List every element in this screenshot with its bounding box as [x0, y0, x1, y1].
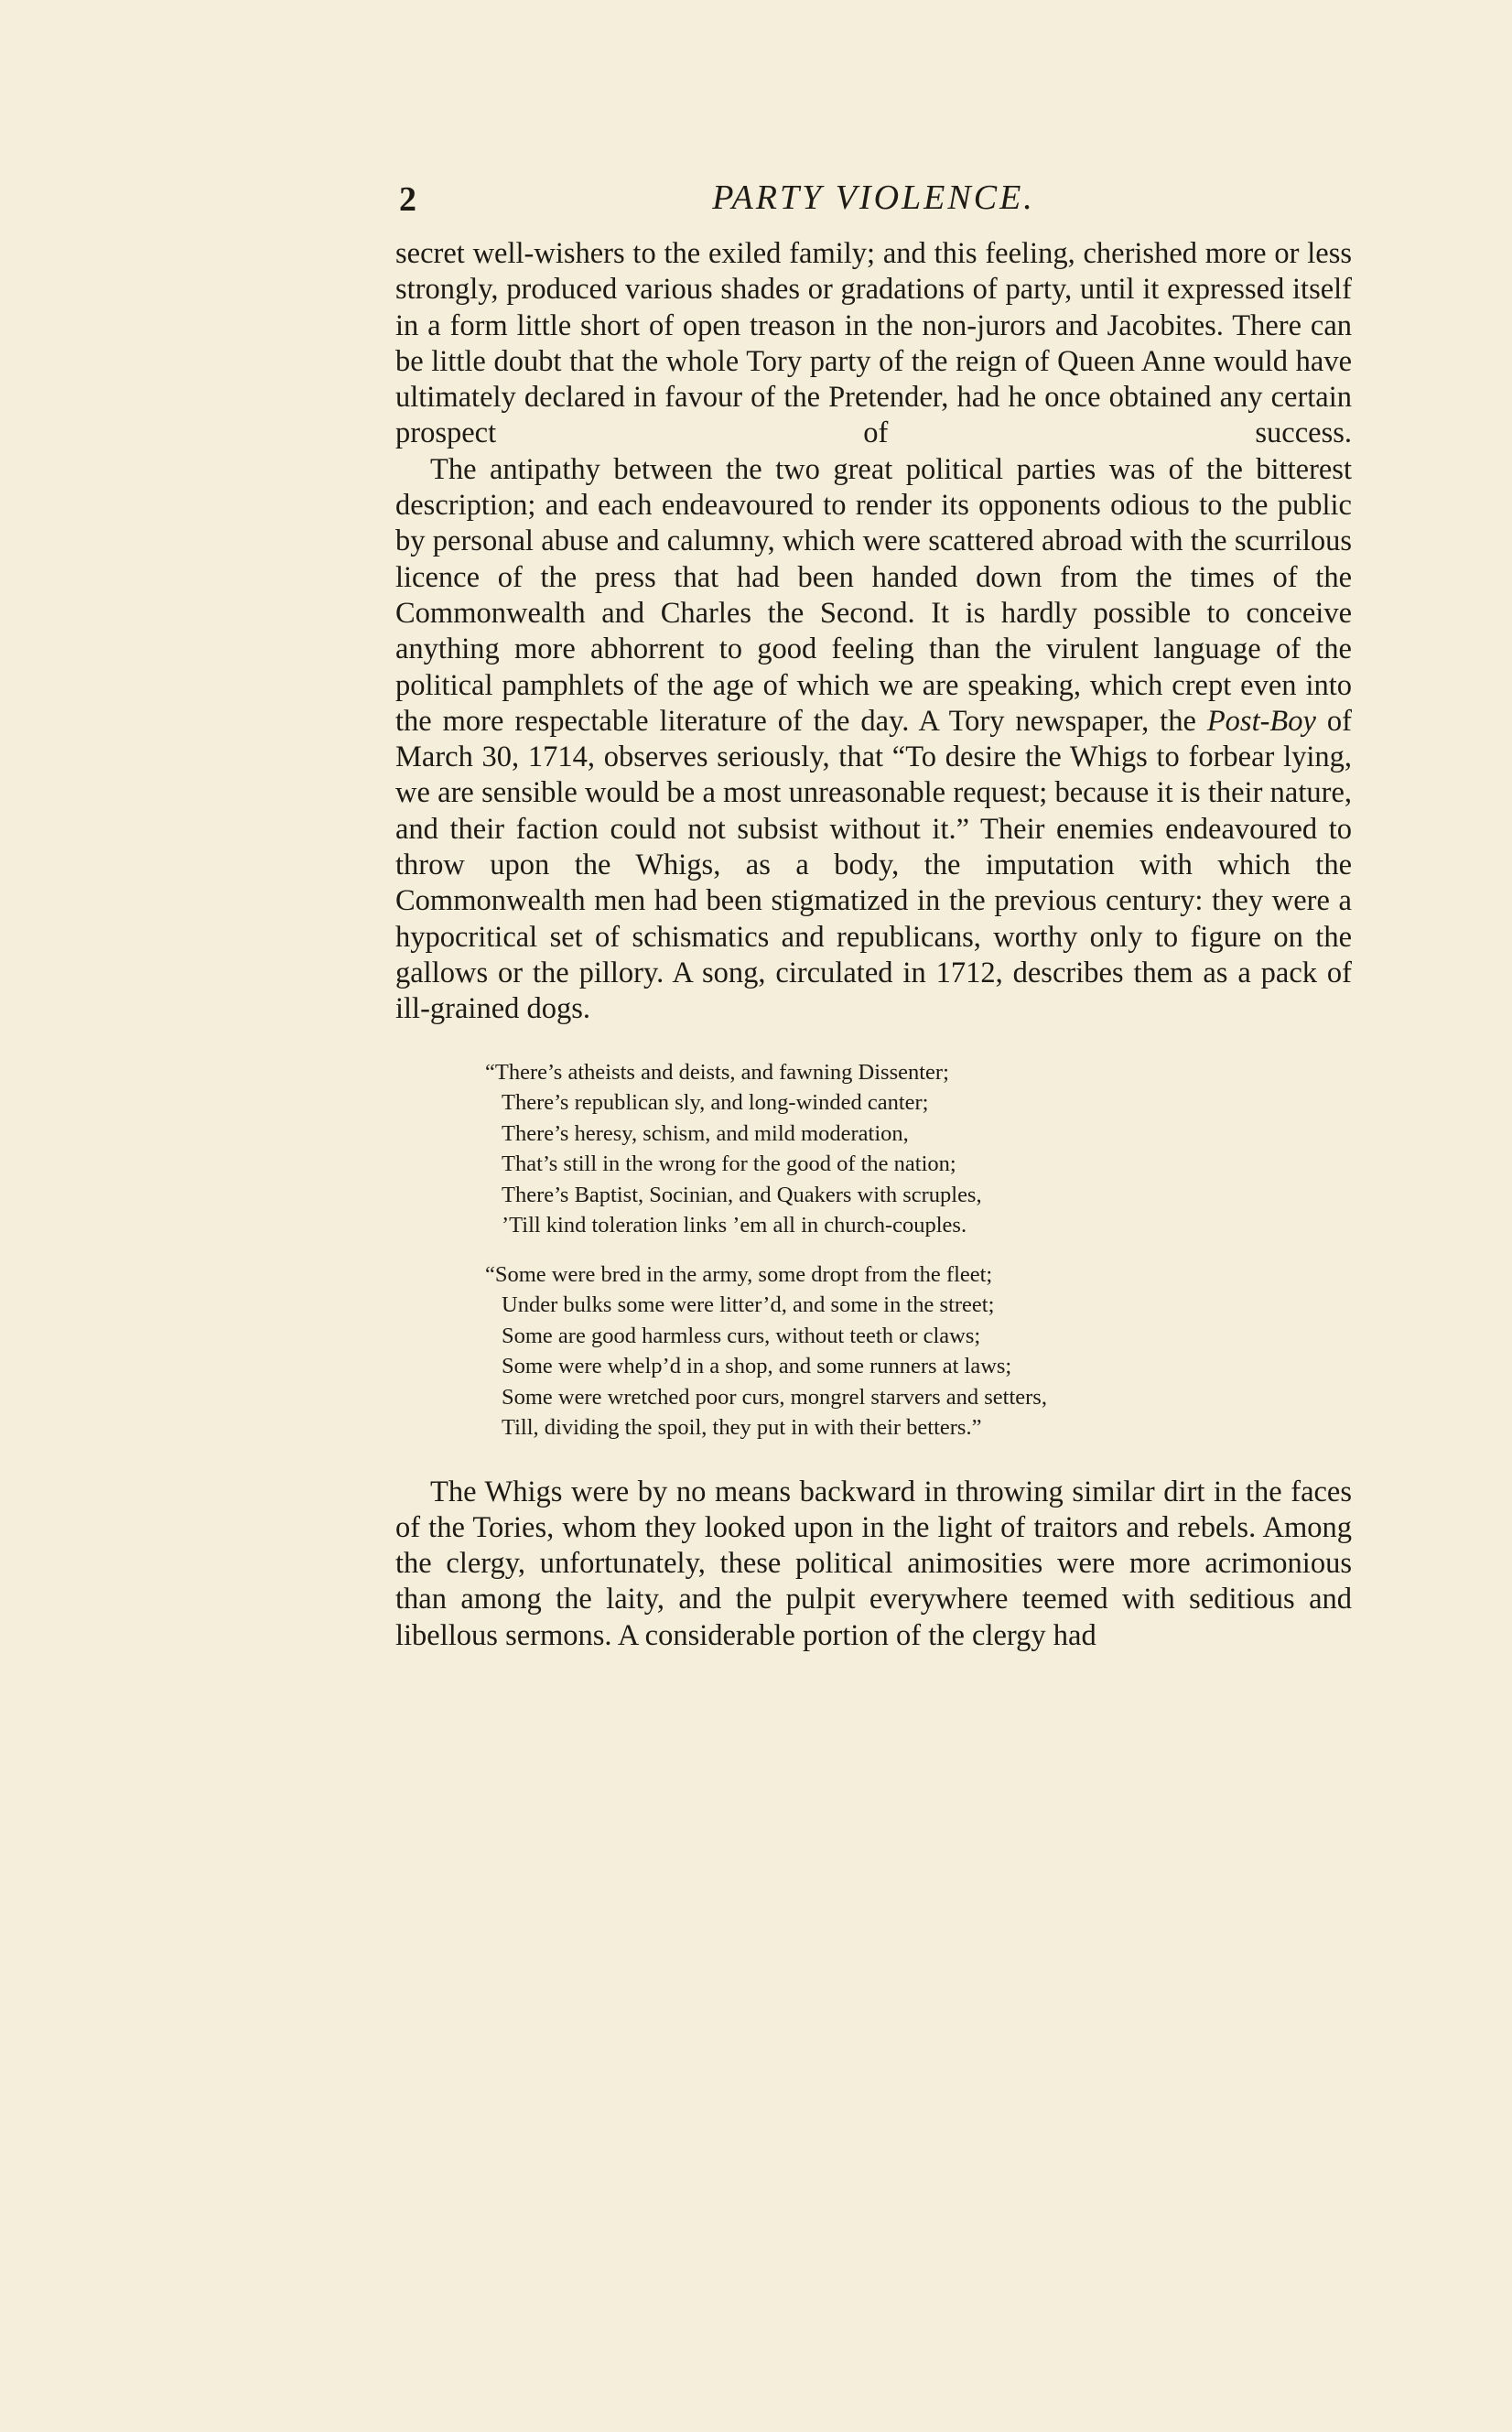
verse-line: Some were wretched poor curs, mongrel starvers and setters, [502, 1384, 1047, 1410]
page-number: 2 [399, 180, 416, 219]
verse-stanza-2 [485, 1259, 1352, 1443]
verse-line: There’s republican sly, and long-winded canter; [502, 1090, 929, 1116]
page-header [395, 174, 1352, 229]
verse-line: “Some were bred in the army, some dropt from the fleet; [485, 1261, 993, 1287]
newspaper-title: Post-Boy [1206, 704, 1316, 738]
verse-line: “There’s atheists and deists, and fawning Dissenter; [485, 1059, 949, 1085]
paragraph-1: secret well-wishers to the exiled family; and this feeling, cherished more or less strongly, produced various shades or gradations of party, until it expressed itself in a form little short of open treason in the non-jurors and Jacobites. There can be little doubt that the whole Tory party of the reign of Queen Anne would have ultimately declared in favour of the Pretender, had he once obtained any certain prospect of success. [395, 237, 1352, 450]
song-quotation [485, 1057, 1352, 1443]
verse-line: That’s still in the wrong for the good of the nation; [502, 1151, 956, 1177]
verse-line: Till, dividing the spoil, they put in with their betters.” [502, 1415, 982, 1441]
verse-line: ’Till kind toleration links ’em all in church-couples. [502, 1213, 967, 1238]
verse-stanza-1 [485, 1057, 1352, 1241]
verse-line: Some were whelp’d in a shop, and some runners at laws; [502, 1354, 1012, 1379]
paragraph-2-text-b: of March 30, 1714, observes seriously, that “To desire the Whigs to forbear lying, we are sensible would be a most unreasonable request; because it is their nature, and their faction could not subsist without it.” Their enemies endeavoured to throw upon the Whigs, as a body, the imputation with which the Commonwealth men had been stigmatized in the previous century: they were a hypocritical set of schismatics and republicans, worthy only to figure on the gallows or the pillory. A song, circulated in 1712, describes them as a pack of ill-grained dogs. [395, 704, 1352, 1026]
verse-line: Under bulks some were litter’d, and some in the street; [502, 1292, 995, 1318]
running-title: PARTY VIOLENCE. [712, 178, 1035, 217]
verse-line: Some are good harmless curs, without teeth or claws; [502, 1323, 981, 1348]
paragraph-2-text-a: The antipathy between the two great political parties was of the bitterest description; and each endeavoured to render its opponents odious to the public by personal abuse and calumny, which were scattered abroad with the scurrilous licence of the press that had been handed down from the times of the Commonwealth and Charles the Second. It is hardly possible to conceive anything more abhorrent to good feeling than the virulent language of the political pamphlets of the age of which we are speaking, which crept even into the more respectable literature of the day. A Tory newspaper, the [395, 452, 1352, 738]
paragraph-3: The Whigs were by no means backward in throwing similar dirt in the faces of the Tories, whom they looked upon in the light of traitors and rebels. Among the clergy, unfortunately, these political animosities were more acrimonious than among the laity, and the pulpit everywhere teemed with seditious and libellous sermons. A considerable portion of the clergy had [395, 1475, 1352, 1652]
verse-line: There’s heresy, schism, and mild moderation, [502, 1120, 909, 1146]
paragraph-2 [395, 452, 1352, 1028]
book-page [395, 174, 1352, 1654]
verse-line: There’s Baptist, Socinian, and Quakers with scruples, [502, 1182, 982, 1207]
